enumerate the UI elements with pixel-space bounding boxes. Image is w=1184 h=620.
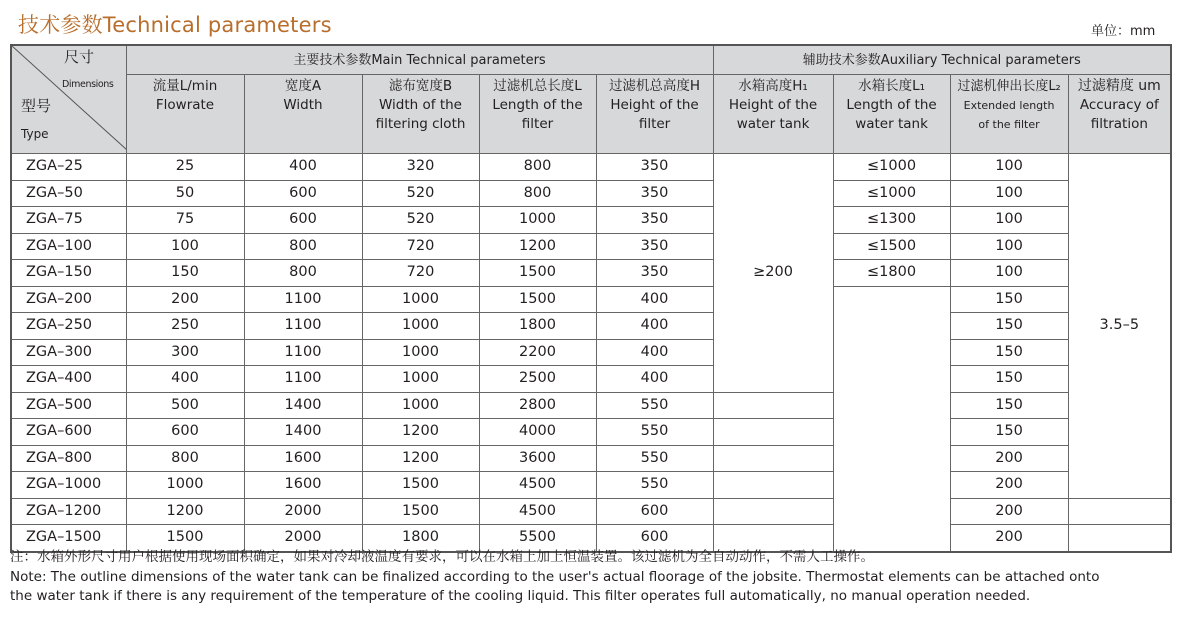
flowrate-cell: 25	[126, 154, 244, 181]
column-header-line: water tank	[855, 116, 928, 132]
flowrate-cell: 600	[126, 419, 244, 446]
column-header-line: Length of the	[492, 97, 583, 113]
column-header-line: filter	[638, 116, 671, 132]
extended-length-cell: 200	[950, 498, 1068, 525]
extended-length-cell: 150	[950, 392, 1068, 419]
extended-length-cell: 200	[950, 525, 1068, 552]
width-cell: 2000	[244, 498, 362, 525]
cloth-width-cell: 1200	[362, 419, 479, 446]
extended-length-cell: 100	[950, 207, 1068, 234]
table-row	[11, 180, 1171, 207]
column-header-tank-length	[833, 75, 950, 154]
width-cell: 800	[244, 233, 362, 260]
column-header-cloth-width	[362, 75, 479, 154]
filter-height-cell: 350	[596, 207, 713, 234]
column-header-filter-length	[479, 75, 596, 154]
model-cell: ZGA–250	[11, 313, 126, 340]
filter-height-cell: 600	[596, 525, 713, 552]
filter-length-cell: 2200	[479, 339, 596, 366]
model-cell: ZGA–500	[11, 392, 126, 419]
dimensions-cn: 尺寸	[64, 48, 95, 66]
extended-length-cell: 100	[950, 154, 1068, 181]
table-row	[11, 419, 1171, 446]
extended-length-cell: 200	[950, 472, 1068, 499]
filter-height-cell: 550	[596, 445, 713, 472]
column-header-line: Flowrate	[155, 97, 215, 113]
width-cell: 1600	[244, 472, 362, 499]
filter-length-cell: 3600	[479, 445, 596, 472]
column-header-tank-height	[713, 75, 833, 154]
table-row	[11, 339, 1171, 366]
flowrate-cell: 150	[126, 260, 244, 287]
width-cell: 1100	[244, 313, 362, 340]
model-cell: ZGA–150	[11, 260, 126, 287]
tank-height-empty-cell	[713, 472, 833, 499]
column-header-line: 宽度A	[284, 78, 322, 94]
filter-length-cell: 1200	[479, 233, 596, 260]
filter-height-cell: 350	[596, 260, 713, 287]
width-cell: 600	[244, 207, 362, 234]
table-row	[11, 392, 1171, 419]
model-cell: ZGA–300	[11, 339, 126, 366]
filter-length-cell: 2500	[479, 366, 596, 393]
filter-length-cell: 4500	[479, 472, 596, 499]
flowrate-cell: 1000	[126, 472, 244, 499]
cloth-width-cell: 1800	[362, 525, 479, 552]
type-en: Type	[21, 127, 49, 141]
cloth-width-cell: 1200	[362, 445, 479, 472]
flowrate-cell: 1500	[126, 525, 244, 552]
flowrate-cell: 200	[126, 286, 244, 313]
filter-height-cell: 600	[596, 498, 713, 525]
tank-length-cell: ≤1000	[833, 154, 950, 181]
flowrate-cell: 400	[126, 366, 244, 393]
tank-length-cell: ≤1500	[833, 233, 950, 260]
column-header-line: filtration	[1090, 116, 1148, 132]
extended-length-cell: 150	[950, 313, 1068, 340]
column-header-line	[127, 115, 244, 134]
model-cell: ZGA–400	[11, 366, 126, 393]
extended-length-cell: 150	[950, 286, 1068, 313]
tank-length-empty-cell	[833, 286, 950, 552]
width-cell: 400	[244, 154, 362, 181]
table-row	[11, 207, 1171, 234]
filter-height-cell: 350	[596, 154, 713, 181]
cloth-width-cell: 520	[362, 180, 479, 207]
table-row	[11, 313, 1171, 340]
tank-height-empty-cell	[713, 392, 833, 419]
table-row	[11, 286, 1171, 313]
filter-length-cell: 4500	[479, 498, 596, 525]
filter-length-cell: 1500	[479, 286, 596, 313]
table-row	[11, 445, 1171, 472]
cloth-width-cell: 520	[362, 207, 479, 234]
column-header-line: water tank	[736, 116, 810, 132]
column-header-line: Height of the	[728, 97, 818, 113]
flowrate-cell: 50	[126, 180, 244, 207]
extended-length-cell: 200	[950, 445, 1068, 472]
width-cell: 1100	[244, 339, 362, 366]
notes	[10, 548, 1180, 607]
table-row	[11, 233, 1171, 260]
filter-height-cell: 400	[596, 339, 713, 366]
width-cell: 600	[244, 180, 362, 207]
table-row	[11, 498, 1171, 525]
note-en-line2: the water tank if there is any requirement of the temperature of the cooling liquid. This filter operates full automatically, no manual operation needed.	[10, 588, 1031, 604]
extended-length-cell: 150	[950, 366, 1068, 393]
column-header-line: 流量L/min	[152, 78, 218, 94]
width-cell: 1100	[244, 286, 362, 313]
extended-length-cell: 150	[950, 339, 1068, 366]
cloth-width-cell: 320	[362, 154, 479, 181]
column-header-accuracy	[1068, 75, 1171, 154]
column-header-line: Length of the	[846, 97, 937, 113]
flowrate-cell: 800	[126, 445, 244, 472]
column-header-line: 过滤机总长度L	[493, 78, 582, 94]
column-header-line: Height of the	[610, 97, 699, 113]
model-cell: ZGA–25	[11, 154, 126, 181]
flowrate-cell: 100	[126, 233, 244, 260]
model-cell: ZGA–1000	[11, 472, 126, 499]
extended-length-cell: 100	[950, 180, 1068, 207]
cloth-width-cell: 1000	[362, 339, 479, 366]
filter-length-cell: 1500	[479, 260, 596, 287]
unit-label: 单位：mm	[1091, 24, 1156, 39]
parameters-table	[10, 44, 1172, 553]
table-row	[11, 154, 1171, 181]
accuracy-empty-cell	[1068, 498, 1171, 525]
column-header-line: 过滤机总高度H	[608, 78, 701, 94]
column-header-line	[245, 115, 362, 134]
tank-height-empty-cell	[713, 445, 833, 472]
cloth-width-cell: 1000	[362, 392, 479, 419]
flowrate-cell: 75	[126, 207, 244, 234]
width-cell: 1600	[244, 445, 362, 472]
flowrate-cell: 1200	[126, 498, 244, 525]
column-header-filter-height	[596, 75, 713, 154]
cloth-width-cell: 720	[362, 233, 479, 260]
filter-height-cell: 400	[596, 286, 713, 313]
model-cell: ZGA–1200	[11, 498, 126, 525]
model-cell: ZGA–200	[11, 286, 126, 313]
flowrate-cell: 250	[126, 313, 244, 340]
page-title: 技术参数Technical parameters	[18, 13, 332, 37]
cloth-width-cell: 1000	[362, 313, 479, 340]
filter-length-cell: 1000	[479, 207, 596, 234]
filter-length-cell: 5500	[479, 525, 596, 552]
column-header-line: 水箱长度L₁	[858, 78, 926, 94]
column-header-line: filter	[521, 116, 554, 132]
filter-length-cell: 800	[479, 154, 596, 181]
type-cn: 型号	[21, 97, 52, 115]
dimensions-en: Dimensions	[62, 79, 114, 90]
width-cell: 800	[244, 260, 362, 287]
model-cell: ZGA–1500	[11, 525, 126, 552]
width-cell: 1400	[244, 392, 362, 419]
column-header-flowrate	[126, 75, 244, 154]
tank-length-cell: ≤1800	[833, 260, 950, 287]
table-row	[11, 260, 1171, 287]
filter-height-cell: 550	[596, 472, 713, 499]
column-header-line: 过滤精度 um	[1077, 78, 1161, 94]
model-cell: ZGA–75	[11, 207, 126, 234]
filter-length-cell: 1800	[479, 313, 596, 340]
extended-length-cell: 100	[950, 233, 1068, 260]
tank-height-empty-cell	[713, 419, 833, 446]
tank-height-merged-cell: ≥200	[713, 154, 833, 393]
column-header-line: Width	[283, 97, 323, 113]
dimension-type-corner-cell	[11, 45, 126, 154]
filter-length-cell: 800	[479, 180, 596, 207]
cloth-width-cell: 1500	[362, 472, 479, 499]
width-cell: 2000	[244, 525, 362, 552]
model-cell: ZGA–50	[11, 180, 126, 207]
column-header-line: of the filter	[978, 118, 1040, 131]
filter-height-cell: 400	[596, 366, 713, 393]
column-header-line: 水箱高度H₁	[738, 78, 808, 94]
width-cell: 1100	[244, 366, 362, 393]
aux-params-group-header: 辅助技术参数Auxiliary Technical parameters	[713, 45, 1171, 75]
filter-height-cell: 350	[596, 180, 713, 207]
model-cell: ZGA–800	[11, 445, 126, 472]
filter-height-cell: 550	[596, 419, 713, 446]
filter-length-cell: 2800	[479, 392, 596, 419]
column-header-line: Width of the	[379, 97, 462, 113]
note-cn: 注：水箱外形尺寸用户根据使用现场面积确定，如果对冷却液温度有要求，可以在水箱上加上恒温装置。该过滤机为全自动动作，不需人工操作。	[10, 549, 874, 565]
tank-length-cell: ≤1300	[833, 207, 950, 234]
table-row	[11, 366, 1171, 393]
table-row	[11, 472, 1171, 499]
main-params-group-header: 主要技术参数Main Technical parameters	[126, 45, 713, 75]
filter-height-cell: 550	[596, 392, 713, 419]
tank-height-empty-cell	[713, 498, 833, 525]
column-header-line: filtering cloth	[375, 116, 466, 132]
filter-height-cell: 350	[596, 233, 713, 260]
column-header-width	[244, 75, 362, 154]
accuracy-merged-cell: 3.5–5	[1068, 154, 1171, 499]
note-en-line1: Note: The outline dimensions of the water tank can be finalized according to the user's actual floorage of the jobsite. Thermostat elements can be attached onto	[10, 568, 1100, 585]
flowrate-cell: 500	[126, 392, 244, 419]
model-cell: ZGA–600	[11, 419, 126, 446]
column-header-line: Extended length	[963, 99, 1055, 112]
flowrate-cell: 300	[126, 339, 244, 366]
tank-length-cell: ≤1000	[833, 180, 950, 207]
width-cell: 1400	[244, 419, 362, 446]
extended-length-cell: 150	[950, 419, 1068, 446]
cloth-width-cell: 720	[362, 260, 479, 287]
column-header-line: Accuracy of	[1079, 97, 1159, 113]
cloth-width-cell: 1000	[362, 366, 479, 393]
column-header-extended-length	[950, 75, 1068, 154]
filter-length-cell: 4000	[479, 419, 596, 446]
cloth-width-cell: 1500	[362, 498, 479, 525]
model-cell: ZGA–100	[11, 233, 126, 260]
column-header-line: 滤布宽度B	[388, 78, 453, 94]
column-header-line: 过滤机伸出长度L₂	[957, 79, 1061, 94]
extended-length-cell: 100	[950, 260, 1068, 287]
cloth-width-cell: 1000	[362, 286, 479, 313]
filter-height-cell: 400	[596, 313, 713, 340]
